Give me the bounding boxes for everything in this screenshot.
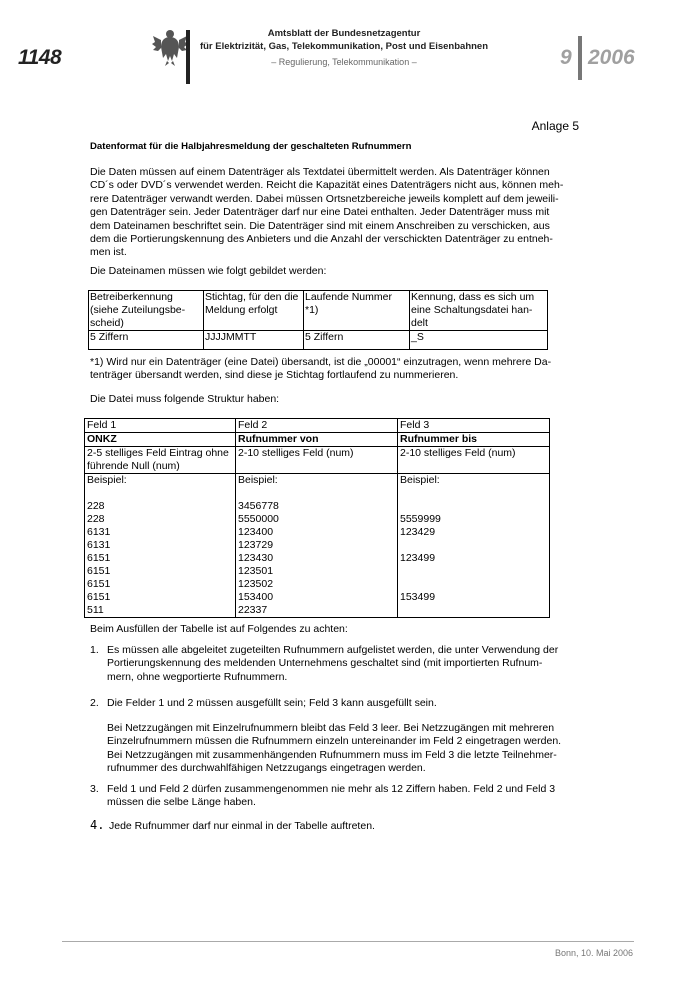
list-item-detail [90, 722, 580, 778]
list-number: 4. [90, 818, 105, 832]
example-value: 3456778 [238, 500, 279, 512]
journal-subtitle: – Regulierung, Telekommunikation – [271, 57, 417, 67]
annex-label: Anlage 5 [531, 119, 579, 133]
example-value: 228 [87, 500, 105, 512]
example-value: 6131 [87, 539, 111, 551]
filename-header-cell [89, 291, 204, 331]
example-value: 123430 [238, 552, 274, 564]
example-value [400, 500, 547, 513]
example-value: 123502 [238, 578, 274, 590]
filename-header-cell [204, 291, 304, 331]
cell-line: delt [411, 317, 428, 329]
example-value: 6131 [87, 526, 111, 538]
list-number: 3. [90, 783, 99, 795]
example-label: Beispiel: [238, 474, 278, 486]
paragraph-line: Die Daten müssen auf einem Datenträger als Textdatei übermittelt werden. Als Datenträger können [90, 166, 550, 178]
example-label: Beispiel: [87, 474, 127, 486]
example-value: 153499 [400, 591, 436, 603]
issue-divider [578, 36, 582, 80]
cell-line: eine Schaltungsdatei han- [411, 304, 533, 316]
footer-date: Bonn, 10. Mai 2006 [554, 948, 633, 958]
cell-line: 2-5 stelliges Feld Eintrag ohne [87, 447, 229, 459]
example-label: Beispiel: [400, 474, 440, 486]
filename-header-cell [304, 291, 410, 331]
list-line: Jede Rufnummer darf nur einmal in der Tabelle auftreten. [109, 820, 375, 832]
paragraph-line: dem die Portierungskennung des Anbieters und die Anzahl der verschickten Datenträger zu entneh- [90, 233, 553, 246]
list-line: Es müssen alle abgeleitet zugeteilten Rufnummern aufgelistet werden, die unter Verwendung der [107, 644, 559, 656]
paragraph-line: CD´s oder DVD´s verwendet werden. Reicht die Kapazität eines Datenträgers nicht aus, können meh- [90, 179, 564, 192]
list-number: 2. [90, 697, 99, 709]
list-item [90, 820, 580, 836]
cell-line: Stichtag, für den die [205, 291, 299, 303]
example-cell [85, 474, 236, 618]
footnote-line: tenträger übersandt werden, sind diese je Stichtag fortlaufend zu nummerieren. [90, 369, 459, 382]
list-line: Bei Netzzugängen mit Einzelrufnummern bleibt das Feld 3 leer. Bei Netzzugängen mit mehreren [107, 722, 555, 734]
filename-value-cell: JJJJMMTT [204, 331, 304, 350]
example-value [400, 565, 547, 578]
journal-title-line-1: Amtsblatt der Bundesnetzagentur [267, 28, 421, 39]
cell-line: (siehe Zuteilungsbe- [90, 304, 186, 316]
example-value: 5559999 [400, 513, 441, 525]
federal-eagle-icon [152, 26, 188, 66]
paragraph-line: gen Datenträger sein. Jeder Datenträger darf nur eine Datei enthalten. Jeder Datenträger muss mit [90, 206, 550, 219]
example-value: 6151 [87, 565, 111, 577]
document-title: Datenformat für die Halbjahresmeldung der geschalteten Rufnummern [90, 141, 412, 152]
example-cell [398, 474, 550, 618]
cell-line: Meldung erfolgt [205, 304, 278, 316]
example-value: 123499 [400, 552, 436, 564]
example-value [400, 578, 547, 591]
example-value: 228 [87, 513, 105, 525]
example-value: 123501 [238, 565, 274, 577]
example-cell [236, 474, 398, 618]
example-value: 511 [87, 604, 104, 616]
example-value: 123400 [238, 526, 274, 538]
issue-number: 9 [560, 46, 572, 69]
footnote-line: *1) Wird nur ein Datenträger (eine Datei) übersandt, ist die „00001“ einzutragen, wenn mehrere Da- [90, 356, 552, 368]
list-item [90, 783, 580, 811]
list-line: Bei Netzzugängen mit zusammenhängenden Rufnummern muss im Feld 3 die letzte Teilnehmer- [107, 748, 557, 761]
example-value [400, 539, 547, 552]
example-value: 6151 [87, 591, 111, 603]
blank-line [87, 487, 233, 500]
field-label-cell: Feld 1 [85, 419, 236, 433]
paragraph-line: dem Dateinamen beschriftet sein. Die Datenträger sind mit einem Anschreiben zu verschicken, aus [90, 219, 550, 232]
paragraph-line: men ist. [90, 246, 127, 259]
field-desc-cell: 2-10 stelliges Feld (num) [236, 447, 398, 474]
blank-line [400, 487, 547, 500]
field-name-cell: Rufnummer bis [398, 433, 550, 447]
example-value: 6151 [87, 552, 111, 564]
example-value: 6151 [87, 578, 111, 590]
list-line: Einzelrufnummern müssen die Rufnummern einzeln untereinander im Feld 2 eingetragen werden. [107, 735, 562, 748]
example-value: 153400 [238, 591, 274, 603]
journal-title-line-2: für Elektrizität, Gas, Telekommunikation, Post und Eisenbahnen [199, 41, 489, 52]
footnote [90, 356, 580, 383]
list-line: mern, ohne wegportierte Rufnummern. [107, 670, 288, 683]
field-desc-cell [85, 447, 236, 474]
issue-year: 2006 [588, 46, 635, 69]
paragraph-line: rere Datenträger verwandt werden. Dabei müssen Ortsnetzbereiche jeweils komplett auf dem jeweili- [90, 192, 559, 205]
filename-value-cell: 5 Ziffern [89, 331, 204, 350]
field-name-cell: ONKZ [85, 433, 236, 447]
filename-intro: Die Dateinamen müssen wie folgt gebildet werden: [90, 265, 327, 277]
example-value [400, 604, 547, 617]
example-value: 22337 [238, 604, 268, 616]
filename-table [88, 290, 548, 350]
field-label-cell: Feld 3 [398, 419, 550, 433]
cell-line: Laufende Nummer *1) [305, 291, 392, 316]
page-number: 1148 [18, 46, 62, 69]
intro-paragraph [90, 166, 580, 260]
journal-title [196, 27, 492, 53]
list-line: Feld 1 und Feld 2 dürfen zusammengenommen nie mehr als 12 Ziffern haben. Feld 2 und Feld 3 [107, 783, 556, 795]
example-value: 5550000 [238, 513, 279, 525]
example-value: 123429 [400, 526, 436, 538]
list-item [90, 697, 580, 711]
cell-line: Kennung, dass es sich um [411, 291, 535, 303]
list-line: Die Felder 1 und 2 müssen ausgefüllt sein; Feld 3 kann ausgefüllt sein. [107, 697, 437, 709]
list-item [90, 644, 580, 686]
field-name-cell: Rufnummer von [236, 433, 398, 447]
cell-line: führende Null (num) [87, 460, 180, 472]
field-label-cell: Feld 2 [236, 419, 398, 433]
field-desc-cell: 2-10 stelliges Feld (num) [398, 447, 550, 474]
list-line: rufnummer des durchwahlfähigen Netzzugangs eingetragen werden. [107, 762, 426, 775]
list-line: müssen die selbe Länge haben. [107, 796, 256, 809]
example-value: 123729 [238, 539, 274, 551]
list-line: Portierungskennung des meldenden Unternehmens geschaltet sind (mit importierten Rufnum- [107, 657, 543, 670]
cell-line: scheid) [90, 317, 124, 329]
list-number: 1. [90, 644, 99, 656]
cell-line: Betreiberkennung [90, 291, 173, 303]
footer-divider [62, 941, 634, 942]
filename-value-cell: 5 Ziffern [304, 331, 410, 350]
header-divider [186, 30, 190, 84]
structure-table [84, 418, 550, 618]
structure-intro: Die Datei muss folgende Struktur haben: [90, 393, 280, 405]
filename-value-cell: _S [410, 331, 548, 350]
blank-line [238, 487, 395, 500]
filename-header-cell [410, 291, 548, 331]
rules-intro: Beim Ausfüllen der Tabelle ist auf Folgendes zu achten: [90, 623, 348, 635]
